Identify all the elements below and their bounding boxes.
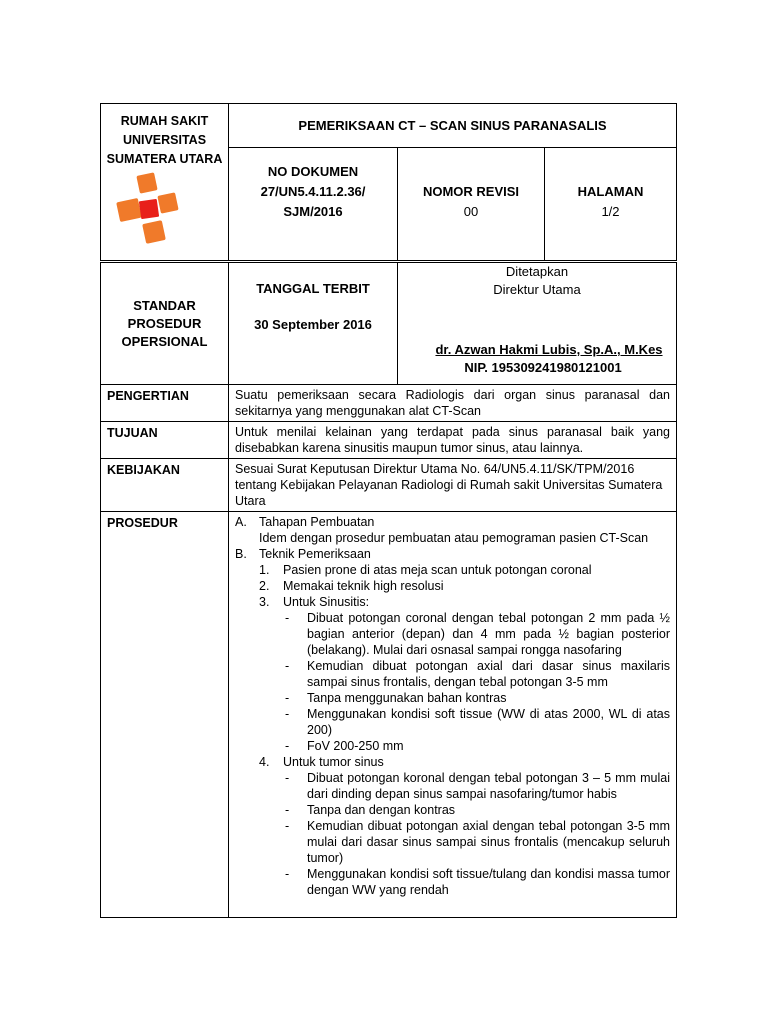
halaman-label: HALAMAN: [577, 184, 644, 199]
step-a-title: Tahapan Pembuatan: [259, 515, 375, 529]
sinusitis-item: FoV 200-250 mm: [307, 739, 404, 753]
step-1-mark: 1.: [259, 563, 270, 577]
step-b-mark: B.: [235, 547, 247, 561]
hospital-logo: [116, 172, 180, 252]
dash: -: [285, 771, 290, 785]
nomor-revisi-label: NOMOR REVISI: [422, 184, 520, 199]
doc-title: PEMERIKSAAN CT – SCAN SINUS PARANASALIS: [298, 118, 607, 133]
main-table: [100, 262, 677, 918]
step-4-mark: 4.: [259, 755, 270, 769]
hospital-name-line1: RUMAH SAKIT: [120, 114, 209, 128]
sinusitis-item: Dibuat potongan coronal dengan tebal potongan 2 mm pada ½ bagian anterior (depan) dan 4 mm pada ½ bagian posterior (belakang). Mulai dari osnasal sampai rongga nasofaring: [307, 611, 670, 657]
step-1-text: Pasien prone di atas meja scan untuk potongan coronal: [283, 563, 592, 577]
spo-label-line1: STANDAR: [133, 298, 196, 313]
kebijakan-text-cell: [229, 459, 677, 512]
tumor-item: Tanpa dan dengan kontras: [307, 803, 456, 817]
step-2-text: Memakai teknik high resolusi: [283, 579, 444, 593]
signer-name: dr. Azwan Hakmi Lubis, Sp.A., M.Kes: [435, 342, 663, 357]
ditetapkan-text: Ditetapkan: [505, 264, 569, 279]
step-b-title: Teknik Pemeriksaan: [259, 547, 371, 561]
sinusitis-item: Tanpa menggunakan bahan kontras: [307, 691, 507, 705]
dash: -: [285, 867, 290, 881]
nomor-revisi-value: 00: [463, 204, 479, 219]
halaman-cell: [545, 148, 677, 261]
spo-label-line2: PROSEDUR: [127, 316, 202, 331]
tujuan-text-cell: [229, 422, 677, 459]
tujuan-text: Untuk menilai kelainan yang terdapat pada sinus paranasal baik yang disebabkan karena sinusitis maupun tumor sinus, atau lainnya.: [235, 425, 670, 455]
dash: -: [285, 707, 290, 721]
direktur-text: Direktur Utama: [493, 282, 581, 297]
no-dokumen-value-2: SJM/2016: [283, 204, 343, 219]
spo-label-line3: OPERSIONAL: [121, 334, 208, 349]
kebijakan-text: Sesuai Surat Keputusan Direktur Utama No. 64/UN5.4.11/SK/TPM/2016 tentang Kebijakan Pelayanan Radiologi di Rumah sakit Universitas Sumatera Utara: [235, 462, 663, 508]
tumor-item: Kemudian dibuat potongan axial dengan tebal potongan 3-5 mm mulai dari dasar sinus sampai sinus frontalis (mencakup seluruh tumor): [307, 819, 670, 865]
ditetapkan-cell: [398, 263, 677, 385]
prosedur-label: PROSEDUR: [107, 516, 178, 530]
dash: -: [285, 803, 290, 817]
prosedur-label-cell: [101, 512, 229, 918]
no-dokumen-cell: [229, 148, 398, 261]
doc-title-cell: [229, 104, 677, 148]
step-a-text: Idem dengan prosedur pembuatan atau pemograman pasien CT-Scan: [259, 531, 649, 545]
kebijakan-label: KEBIJAKAN: [107, 463, 180, 477]
prosedur-body: [229, 512, 676, 904]
nomor-revisi-cell: [398, 148, 545, 261]
dash: -: [285, 659, 290, 673]
tumor-item: Dibuat potongan koronal dengan tebal potongan 3 – 5 mm mulai dari dinding depan sinus sampai nasofaring/tumor habis: [307, 771, 670, 801]
halaman-value: 1/2: [601, 204, 620, 219]
header-table: [100, 103, 677, 261]
pengertian-text-cell: [229, 385, 677, 422]
tanggal-cell: [229, 263, 398, 385]
sinusitis-item: Menggunakan kondisi soft tissue (WW di atas 2000, WL di atas 200): [307, 707, 670, 737]
tanggal-value: 30 September 2016: [254, 317, 372, 332]
step-2-mark: 2.: [259, 579, 270, 593]
dash: -: [285, 739, 290, 753]
pengertian-label-cell: [101, 385, 229, 422]
step-3-text: Untuk Sinusitis:: [283, 595, 370, 609]
signer-nip: NIP. 195309241980121001: [464, 360, 622, 375]
kebijakan-label-cell: [101, 459, 229, 512]
no-dokumen-label: NO DOKUMEN: [267, 164, 359, 179]
prosedur-text-cell: [229, 512, 677, 918]
hospital-cell: [101, 104, 229, 261]
dash: -: [285, 819, 290, 833]
step-3-mark: 3.: [259, 595, 270, 609]
hospital-name-line3: SUMATERA UTARA: [106, 152, 223, 166]
tujuan-label-cell: [101, 422, 229, 459]
pengertian-text: Suatu pemeriksaan secara Radiologis dari organ sinus paranasal dan sekitarnya yang menggunakan alat CT-Scan: [235, 388, 670, 418]
pengertian-label: PENGERTIAN: [107, 389, 189, 403]
tujuan-label: TUJUAN: [107, 426, 158, 440]
hospital-name-line2: UNIVERSITAS: [122, 133, 207, 147]
dash: -: [285, 691, 290, 705]
step-4-text: Untuk tumor sinus: [283, 755, 384, 769]
sinusitis-item: Kemudian dibuat potongan axial dari dasar sinus maxilaris sampai sinus frontalis, dengan tebal potongan 3-5 mm: [307, 659, 670, 689]
step-a-mark: A.: [235, 515, 247, 529]
tumor-item: Menggunakan kondisi soft tissue/tulang dan kondisi massa tumor dengan WW yang rendah: [307, 867, 670, 897]
tanggal-label: TANGGAL TERBIT: [256, 281, 370, 296]
no-dokumen-value-1: 27/UN5.4.11.2.36/: [260, 184, 366, 199]
dash: -: [285, 611, 290, 625]
spo-label-cell: [101, 263, 229, 385]
